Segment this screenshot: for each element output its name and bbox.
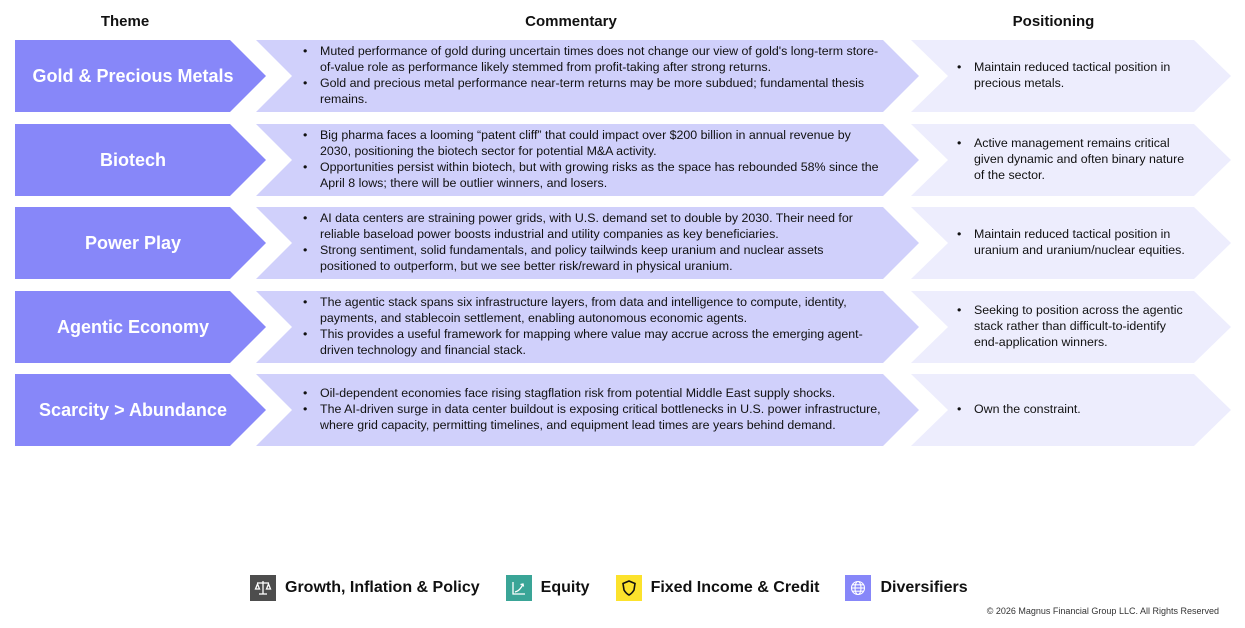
commentary-bullet: • The agentic stack spans six infrastructure layers, from data and intelligence to compute, identity, payments, and stablecoin settlement, enabling autonomous economic agents. (303, 295, 883, 327)
commentary-bullet: • The AI-driven surge in data center buildout is exposing critical bottlenecks in U.S. power infrastructure, where grid capacity, permitting timelines, and equipment lead times are years behind demand. (303, 402, 883, 434)
positioning-text (957, 374, 1189, 446)
positioning-bullet: • Own the constraint. (957, 402, 1081, 418)
commentary-bullet: • Oil-dependent economies face rising stagflation risk from potential Middle East supply shocks. (303, 386, 883, 402)
theme-row (0, 40, 1245, 112)
header-positioning: Positioning (1012, 13, 1095, 30)
commentary-text (303, 291, 883, 363)
commentary-bullet: • Gold and precious metal performance near-term returns may be more subdued; fundamental thesis remains. (303, 76, 883, 108)
legend-label: Diversifiers (880, 579, 968, 596)
legend-label: Growth, Inflation & Policy (285, 579, 480, 596)
theme-row (0, 124, 1245, 196)
commentary-bullet: • Muted performance of gold during uncertain times does not change our view of gold's long-term store-of-value role as performance likely stemmed from profit-taking after strong returns. (303, 44, 883, 76)
header-commentary: Commentary (525, 13, 617, 30)
theme-label: Scarcity > Abundance (39, 399, 227, 420)
commentary-text (303, 124, 883, 196)
positioning-bullet: • Active management remains critical given dynamic and often binary nature of the sector. (957, 136, 1189, 184)
theme-row (0, 207, 1245, 279)
copyright: © 2026 Magnus Financial Group LLC. All Rights Reserved (986, 606, 1219, 616)
legend (250, 575, 994, 601)
commentary-text (303, 207, 883, 279)
commentary-text (303, 374, 883, 446)
commentary-bullet: • Opportunities persist within biotech, but with growing risks as the space has rebounded 58% since the April 8 lows; there will be outlier winners, and losers. (303, 160, 883, 192)
positioning-bullet: • Maintain reduced tactical position in precious metals. (957, 60, 1189, 92)
positioning-text (957, 40, 1189, 112)
positioning-bullet: • Maintain reduced tactical position in uranium and uranium/nuclear equities. (957, 227, 1189, 259)
theme-label: Gold & Precious Metals (32, 65, 234, 86)
commentary-text (303, 40, 883, 112)
shield-icon (616, 575, 642, 601)
legend-label: Equity (540, 579, 590, 596)
commentary-bullet: • Strong sentiment, solid fundamentals, and policy tailwinds keep uranium and nuclear assets positioned to outperform, but we see better risk/reward in physical uranium. (303, 243, 883, 275)
chart-up-icon (506, 575, 532, 601)
positioning-text (957, 291, 1189, 363)
positioning-bullet: • Seeking to position across the agentic stack rather than difficult-to-identify end-application winners. (957, 303, 1189, 351)
positioning-text (957, 207, 1189, 279)
legend-label: Fixed Income & Credit (650, 579, 820, 596)
positioning-text (957, 124, 1189, 196)
theme-row (0, 374, 1245, 446)
commentary-bullet: • Big pharma faces a looming “patent cliff” that could impact over $200 billion in annual revenue by 2030, positioning the biotech sector for potential M&A activity. (303, 128, 883, 160)
commentary-bullet: • This provides a useful framework for mapping where value may accrue across the emerging agent-driven technology and financial stack. (303, 327, 883, 359)
commentary-bullet: • AI data centers are straining power grids, with U.S. demand set to double by 2030. Their need for reliable baseload power boosts industrial and utility companies as key beneficiaries. (303, 211, 883, 243)
theme-label: Biotech (99, 149, 166, 170)
legend-item-fixed-income (616, 575, 820, 601)
scale-icon (250, 575, 276, 601)
theme-label: Agentic Economy (56, 316, 210, 337)
globe-icon (845, 575, 871, 601)
legend-item-equity (506, 575, 590, 601)
theme-label: Power Play (84, 232, 182, 253)
theme-row (0, 291, 1245, 363)
legend-item-growth (250, 575, 480, 601)
legend-item-diversifiers (845, 575, 967, 601)
header-theme: Theme (100, 13, 150, 30)
